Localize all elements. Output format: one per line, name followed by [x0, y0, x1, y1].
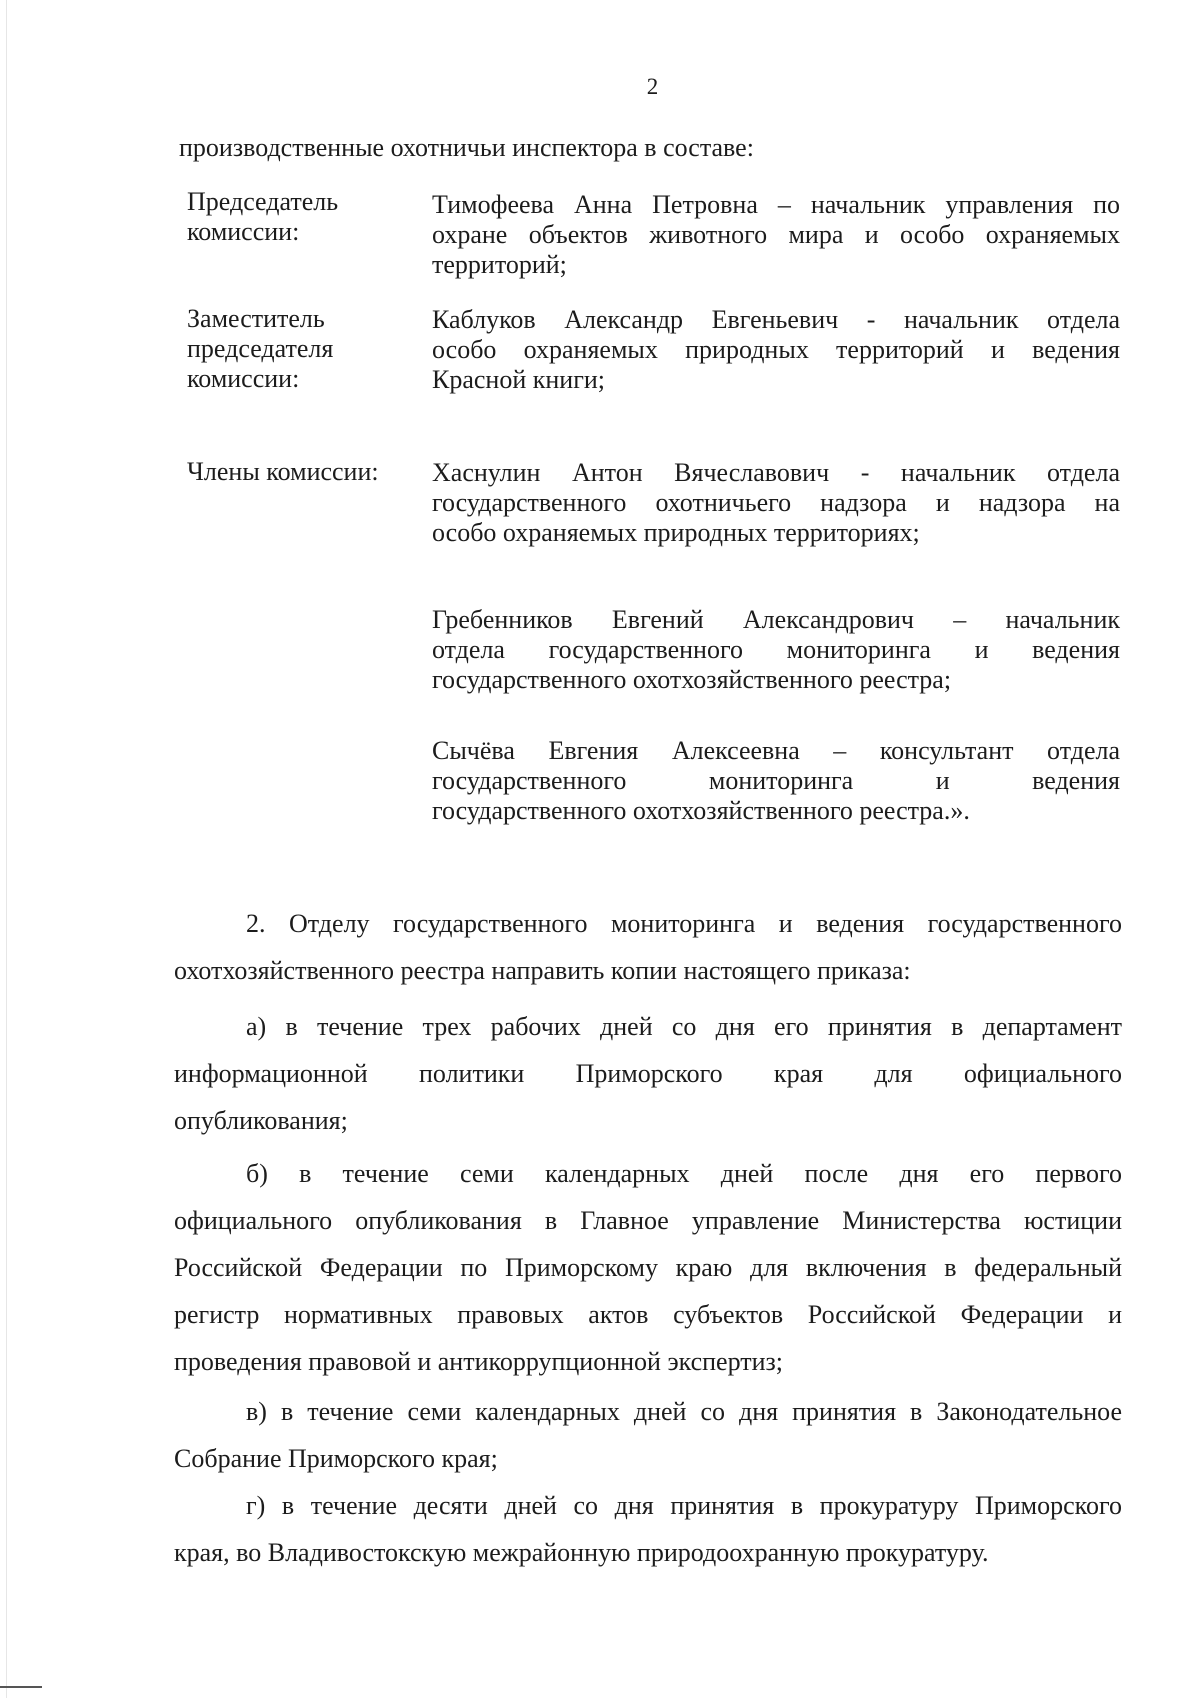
member-line: Сычёва Евгения Алексеевна – консультант отдела — [432, 736, 1120, 765]
member-line: Красной книги; — [432, 365, 606, 394]
role-label-line: Заместитель — [187, 304, 325, 333]
member-line: охране объектов животного мира и особо охраняемых — [432, 220, 1120, 249]
member-line: Каблуков Александр Евгеньевич - начальник отдела — [432, 305, 1120, 334]
member-3 — [432, 736, 1120, 826]
role-label-deputy — [187, 304, 417, 394]
role-label-line: председателя — [187, 334, 334, 363]
page-number: 2 — [646, 74, 659, 99]
member-line: особо охраняемых природных территорий и ведения — [432, 335, 1120, 364]
scan-edge-line — [6, 0, 7, 1698]
member-2 — [432, 605, 1120, 695]
paragraph-line: в) в течение семи календарных дней со дня принятия в Законодательное — [246, 1397, 1122, 1426]
paragraph-line: охотхозяйственного реестра направить копии настоящего приказа: — [174, 956, 911, 985]
member-line: Тимофеева Анна Петровна – начальник управления по — [432, 190, 1120, 219]
member-line: отдела государственного мониторинга и ведения — [432, 635, 1120, 664]
item-g — [174, 1482, 1122, 1576]
item-a — [174, 1003, 1122, 1144]
member-line: территорий; — [432, 250, 567, 279]
role-label-chairman — [187, 187, 417, 247]
member-line: Хаснулин Антон Вячеславович - начальник отдела — [432, 458, 1120, 487]
paragraph-line: Собрание Приморского края; — [174, 1444, 498, 1473]
paragraph-line: б) в течение семи календарных дней после дня его первого — [246, 1159, 1122, 1188]
paragraph-line: г) в течение десяти дней со дня принятия в прокуратуру Приморского — [246, 1491, 1122, 1520]
member-line: государственного охотхозяйственного реестра.». — [432, 796, 970, 825]
paragraph-line: Российской Федерации по Приморскому краю для включения в федеральный — [174, 1253, 1122, 1282]
item-v — [174, 1388, 1122, 1482]
member-1 — [432, 458, 1120, 548]
role-label-members — [187, 457, 417, 487]
paragraph-line: опубликования; — [174, 1106, 348, 1135]
member-deputy — [432, 305, 1120, 395]
member-line: государственного мониторинга и ведения — [432, 766, 1120, 795]
role-label-line: комиссии: — [187, 364, 300, 393]
role-label-line: комиссии: — [187, 217, 300, 246]
item-b — [174, 1150, 1122, 1385]
member-line: особо охраняемых природных территориях; — [432, 518, 920, 547]
member-line: Гребенников Евгений Александрович – начальник — [432, 605, 1120, 634]
paragraph-line: проведения правовой и антикоррупционной экспертиз; — [174, 1347, 784, 1376]
member-chairman — [432, 190, 1120, 280]
paragraph-line: а) в течение трех рабочих дней со дня его принятия в департамент — [246, 1012, 1122, 1041]
section-2-paragraph — [174, 900, 1122, 994]
member-line: государственного охотхозяйственного реестра; — [432, 665, 952, 694]
paragraph-line: края, во Владивостокскую межрайонную природоохранную прокуратуру. — [174, 1538, 989, 1567]
paragraph-line: информационной политики Приморского края для официального — [174, 1059, 1122, 1088]
member-line: государственного охотничьего надзора и надзора на — [432, 488, 1120, 517]
role-label-line: Члены комиссии: — [187, 457, 379, 486]
intro-text: производственные охотничьи инспектора в составе: — [179, 133, 754, 162]
paragraph-line: регистр нормативных правовых актов субъектов Российской Федерации и — [174, 1300, 1122, 1329]
paragraph-line: 2. Отделу государственного мониторинга и ведения государственного — [246, 909, 1122, 938]
role-label-line: Председатель — [187, 187, 339, 216]
scan-bottom-mark — [0, 1686, 42, 1688]
paragraph-line: официального опубликования в Главное управление Министерства юстиции — [174, 1206, 1122, 1235]
